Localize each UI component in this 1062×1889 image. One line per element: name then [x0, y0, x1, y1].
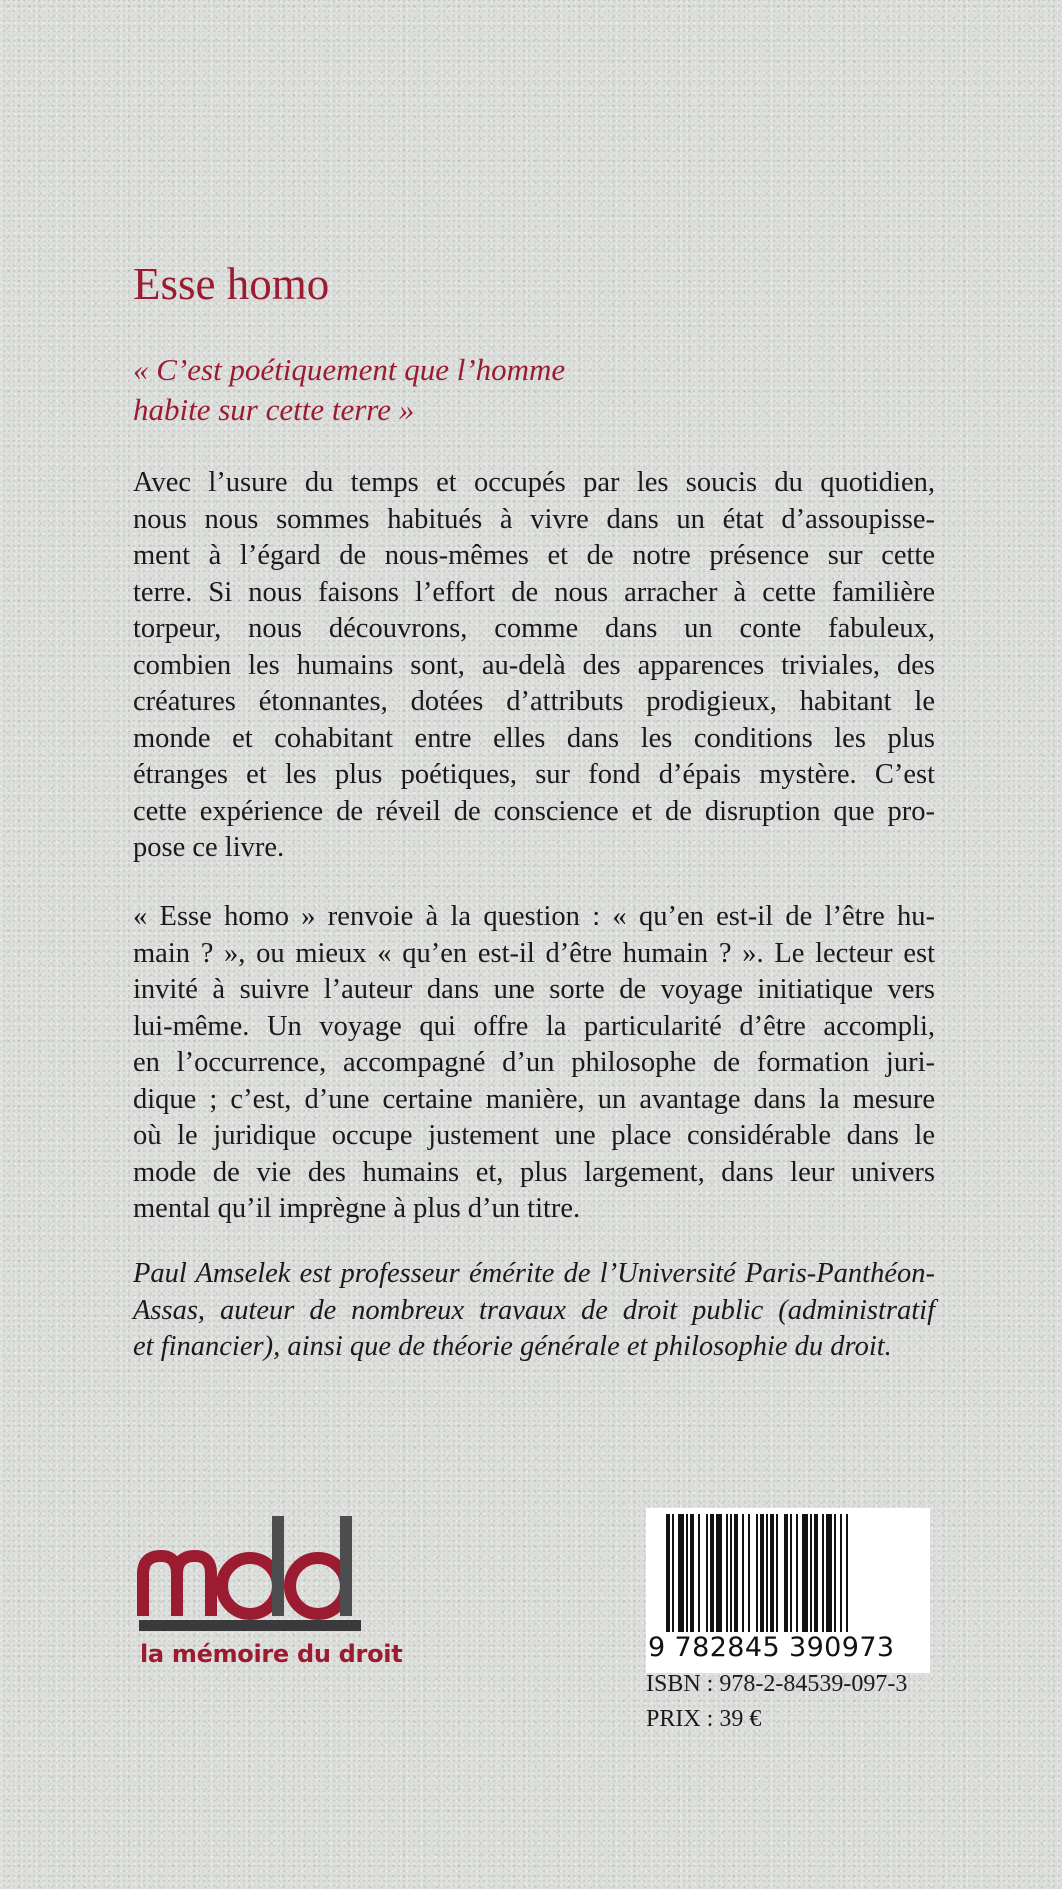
publisher-logo [137, 1512, 377, 1632]
epigraph-quote [133, 350, 893, 430]
barcode-bar [760, 1514, 764, 1632]
text-line: Assas, auteur de nombreux travaux de droit public (administratif [133, 1294, 935, 1326]
barcode-bar [690, 1514, 694, 1632]
barcode-bar [766, 1514, 768, 1632]
text-line: « Esse homo » renvoie à la question : « qu’en est-il de l’être hu- [133, 901, 935, 932]
barcode-bar [770, 1514, 774, 1632]
text-line: dique ; c’est, d’une certaine manière, un avantage dans la mesure [133, 1083, 935, 1115]
text-line: où le juridique occupe justement une place considérable dans le [133, 1120, 935, 1151]
epigraph-line: « C’est poétiquement que l’homme [133, 352, 566, 387]
barcode-bar [698, 1514, 700, 1632]
barcode-bar [710, 1514, 714, 1632]
text-line: combien les humains sont, au-delà des apparences triviales, des [133, 649, 935, 681]
barcode-bar [666, 1514, 670, 1632]
text-line: mode de vie des humains et, plus largement, dans leur univers [133, 1156, 935, 1188]
text-line: en l’occurrence, accompagné d’un philosophe de formation juri- [133, 1047, 935, 1078]
price-label: PRIX : 39 € [646, 1706, 762, 1732]
text-line: ment à l’égard de nous-mêmes et de notre présence sur cette [133, 540, 935, 571]
barcode-bar [846, 1514, 848, 1632]
text-line: créatures étonnantes, dotées d’attributs prodigieux, habitant le [133, 686, 935, 717]
barcode-bars [666, 1514, 910, 1632]
text-line: mental qu’il imprègne à plus d’un titre. [133, 1193, 581, 1224]
barcode-bar [840, 1514, 842, 1632]
isbn-label: ISBN : 978-2-84539-097-3 [646, 1671, 908, 1697]
text-line: nous nous sommes habitués à vivre dans un état d’assoupisse- [133, 503, 935, 535]
barcode-bar [802, 1514, 808, 1632]
barcode-bar [796, 1514, 798, 1632]
barcode-bar [686, 1514, 688, 1632]
barcode-bar [678, 1514, 684, 1632]
barcode-bar [784, 1514, 788, 1632]
barcode-bar [810, 1514, 812, 1632]
barcode-bar [790, 1514, 792, 1632]
text-line: cette expérience de réveil de conscience et de disruption que pro- [133, 795, 935, 827]
barcode-bar [726, 1514, 728, 1632]
barcode-bar [716, 1514, 722, 1632]
synopsis-paragraph-2 [133, 899, 935, 1228]
barcode-bar [734, 1514, 738, 1632]
text-line: terre. Si nous faisons l’effort de nous arracher à cette familière [133, 576, 935, 608]
barcode-bar [826, 1514, 832, 1632]
text-line: invité à suivre l’auteur dans une sorte de voyage initiatique vers [133, 974, 935, 1005]
barcode-bar [730, 1514, 732, 1632]
barcode-bar [756, 1514, 758, 1632]
barcode-bar [672, 1514, 674, 1632]
barcode-bar [748, 1514, 750, 1632]
barcode-bar [814, 1514, 818, 1632]
barcode [646, 1508, 930, 1673]
text-line: lui-même. Un voyage qui offre la particularité d’être accompli, [133, 1010, 935, 1042]
barcode-bar [822, 1514, 824, 1632]
author-bio [133, 1256, 935, 1366]
publisher-tagline: la mémoire du droit [140, 1640, 403, 1668]
barcode-bar [742, 1514, 744, 1632]
synopsis-paragraph-1 [133, 465, 935, 867]
text-line: pose ce livre. [133, 832, 285, 863]
book-title: Esse homo [133, 259, 330, 309]
text-line: torpeur, nous découvrons, comme dans un conte fabuleux, [133, 613, 935, 644]
barcode-digits: 9 782845 390973 [648, 1632, 895, 1663]
text-line: main ? », ou mieux « qu’en est-il d’être humain ? ». Le lecteur est [133, 937, 935, 969]
text-line: et financier), ainsi que de théorie générale et philosophie du droit. [133, 1331, 892, 1362]
barcode-bar [776, 1514, 778, 1632]
text-line: Avec l’usure du temps et occupés par les soucis du quotidien, [133, 467, 935, 498]
text-line: étranges et les plus poétiques, sur fond d’épais mystère. C’est [133, 759, 935, 790]
mdd-logo-graphic [137, 1512, 377, 1632]
text-line: monde et cohabitant entre elles dans les conditions les plus [133, 722, 935, 754]
text-line: Paul Amselek est professeur émérite de l’Université Paris-Panthéon- [133, 1258, 935, 1289]
barcode-bar [706, 1514, 708, 1632]
barcode-bar [834, 1514, 836, 1632]
epigraph-line: habite sur cette terre » [133, 392, 415, 427]
